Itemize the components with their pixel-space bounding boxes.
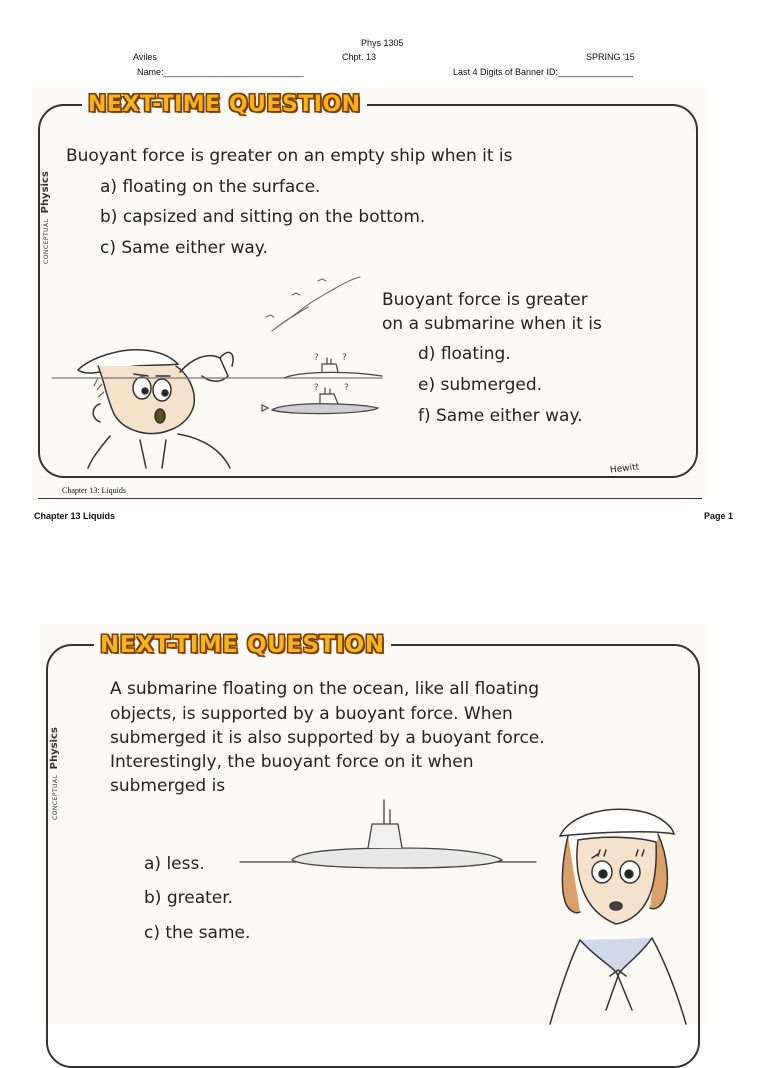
bubble-trail-illustration (252, 273, 372, 333)
chapter-label: Chpt. 13 (342, 52, 377, 62)
next-time-question-banner: NEXT-TIME QUESTION (94, 634, 391, 657)
option-c: c) Same either way. (100, 238, 268, 258)
card-caption: Chapter 13: Liquids (62, 486, 126, 495)
option-f: f) Same either way. (418, 406, 583, 426)
sailor-girl-illustration (540, 800, 700, 1024)
sub-question-mark: ? (342, 353, 347, 363)
conceptual-physics-logo (33, 171, 52, 264)
artist-signature: Hewitt (609, 462, 640, 476)
option-d: d) floating. (418, 344, 511, 364)
question-card-2 (40, 624, 708, 1024)
paragraph-line-2: objects, is supported by a buoyant force. When (110, 704, 513, 724)
name-field[interactable]: Name:____________________________ (137, 67, 304, 77)
question2-line1: Buoyant force is greater (382, 290, 588, 310)
logo-small-text: CONCEPTUAL (43, 218, 50, 264)
caption-rule (38, 498, 702, 499)
footer-page-number: Page 1 (704, 511, 734, 521)
submarine-illustration (240, 794, 540, 874)
next-time-question-banner: NEXT-TIME QUESTION (82, 94, 367, 116)
term-label: SPRING '15 (586, 52, 635, 62)
option-b: b) capsized and sitting on the bottom. (100, 207, 426, 227)
footer-chapter: Chapter 13 Liquids (34, 511, 116, 521)
option-e: e) submerged. (418, 375, 543, 395)
logo-big-text: Physics (40, 171, 51, 214)
paragraph-line-3: submerged it is also supported by a buoyant force. (110, 728, 545, 748)
question-text: Buoyant force is greater on an empty ship when it is (66, 146, 513, 166)
banner-id-field[interactable]: Last 4 Digits of Banner ID:_______________ (453, 67, 634, 77)
question-card-1 (32, 88, 708, 496)
sub-question-mark: ? (314, 383, 319, 393)
logo-big-text: Physics (49, 727, 60, 770)
sub-question-mark: ? (314, 353, 319, 363)
paragraph-line-5: submerged is (110, 776, 226, 796)
paragraph-line-1: A submarine floating on the ocean, like all floating (110, 679, 540, 699)
option-c: c) the same. (144, 923, 251, 943)
paragraph-line-4: Interestingly, the buoyant force on it when (110, 752, 474, 772)
conceptual-physics-logo (42, 727, 61, 820)
question2-line2: on a submarine when it is (382, 314, 602, 334)
course-title: Phys 1305 (361, 38, 404, 48)
option-b: b) greater. (144, 888, 234, 908)
option-a: a) less. (144, 854, 205, 874)
water-submarines-illustration (52, 328, 382, 438)
option-a: a) floating on the surface. (100, 177, 321, 197)
sub-question-mark: ? (344, 383, 349, 393)
logo-small-text: CONCEPTUAL (52, 774, 59, 820)
instructor-name: Aviles (133, 52, 157, 62)
